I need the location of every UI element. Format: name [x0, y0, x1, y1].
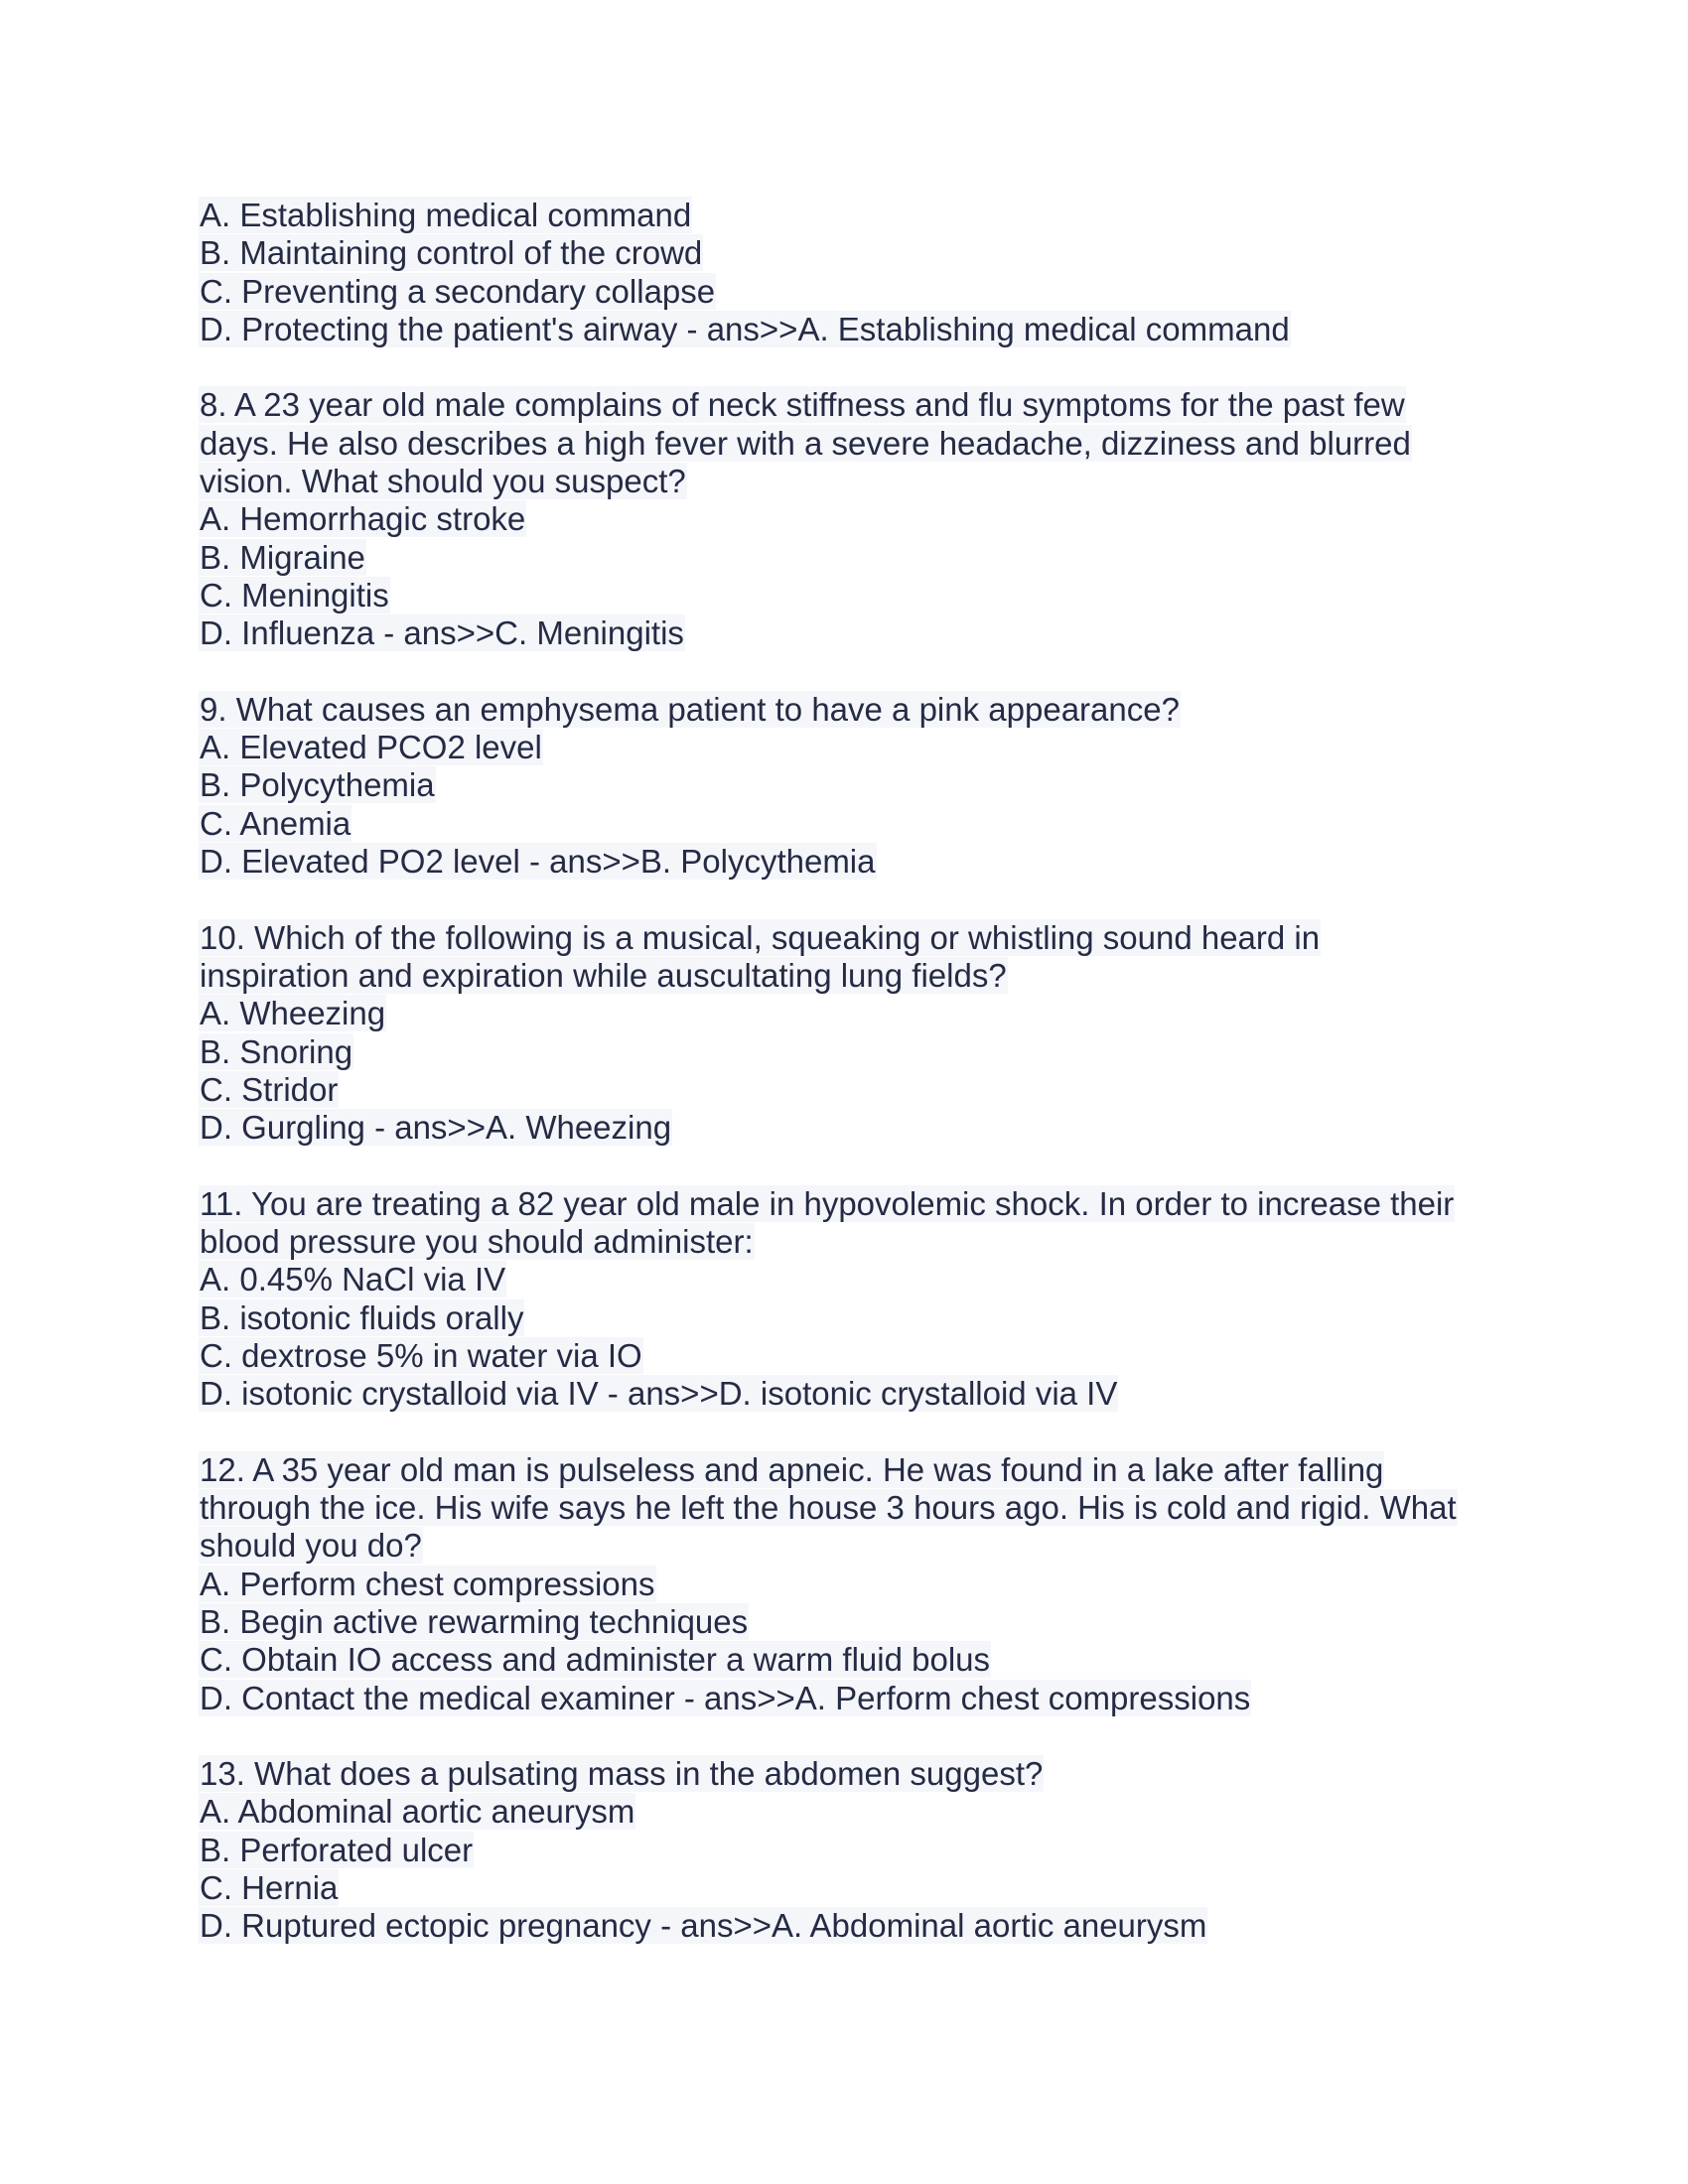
option-c: C. Hernia: [200, 1869, 339, 1907]
question-block-12: [199, 1451, 1529, 1717]
option-b: B. Begin active rewarming techniques: [200, 1602, 749, 1640]
question-text: 10. Which of the following is a musical, squeaking or whistling sound heard in: [200, 918, 1321, 956]
option-b: B. Snoring: [200, 1032, 353, 1070]
option-a: A. Perform chest compressions: [200, 1565, 655, 1602]
option-b: B. Migraine: [200, 538, 365, 576]
question-block-9: [199, 691, 1529, 881]
question-block-10: [199, 919, 1529, 1148]
question-block-13: [199, 1755, 1529, 1945]
question-text: 8. A 23 year old male complains of neck stiffness and flu symptoms for the past few: [200, 386, 1405, 424]
option-d-answer: D. Contact the medical examiner - ans>>A. Perform chest compressions: [200, 1679, 1251, 1716]
question-text: vision. What should you suspect?: [200, 463, 686, 500]
question-text: blood pressure you should administer:: [200, 1223, 754, 1261]
option-c: C. Anemia: [200, 804, 352, 842]
option-a: A. Elevated PCO2 level: [200, 729, 542, 766]
document-page: [199, 197, 1529, 1983]
option-a: A. Hemorrhagic stroke: [200, 500, 526, 538]
option-d-answer: D. Gurgling - ans>>A. Wheezing: [200, 1109, 672, 1147]
question-block-11: [199, 1185, 1529, 1414]
question-text: should you do?: [200, 1527, 422, 1565]
option-b: B. Maintaining control of the crowd: [200, 234, 703, 272]
question-text: inspiration and expiration while auscultating lung fields?: [200, 956, 1007, 994]
question-text: 9. What causes an emphysema patient to have a pink appearance?: [200, 690, 1180, 728]
option-d-answer: D. Ruptured ectopic pregnancy - ans>>A. Abdominal aortic aneurysm: [200, 1907, 1207, 1945]
option-b: B. Polycythemia: [200, 766, 435, 804]
option-d-answer: D. Elevated PO2 level - ans>>B. Polycythemia: [200, 843, 876, 881]
question-text: through the ice. His wife says he left the house 3 hours ago. His is cold and rigid. What: [200, 1489, 1457, 1527]
question-text: days. He also describes a high fever with a severe headache, dizziness and blurred: [200, 424, 1411, 462]
option-b: B. Perforated ulcer: [200, 1831, 474, 1868]
option-b: B. isotonic fluids orally: [200, 1298, 524, 1336]
option-d-answer: D. Protecting the patient's airway - ans>>A. Establishing medical command: [200, 310, 1290, 347]
option-a: A. Abdominal aortic aneurysm: [200, 1793, 635, 1831]
question-text: 11. You are treating a 82 year old male in hypovolemic shock. In order to increase their: [200, 1184, 1455, 1222]
option-c: C. Obtain IO access and administer a warm fluid bolus: [200, 1641, 991, 1679]
option-a: A. Wheezing: [200, 995, 386, 1032]
question-block-8: [199, 386, 1529, 652]
question-block-7: [199, 197, 1529, 348]
option-c: C. Meningitis: [200, 576, 389, 614]
question-text: 12. A 35 year old man is pulseless and apneic. He was found in a lake after falling: [200, 1450, 1384, 1488]
option-a: A. Establishing medical command: [200, 197, 692, 233]
option-d-answer: D. Influenza - ans>>C. Meningitis: [200, 614, 684, 652]
option-a: A. 0.45% NaCl via IV: [200, 1261, 506, 1298]
option-c: C. Stridor: [200, 1070, 339, 1108]
option-d-answer: D. isotonic crystalloid via IV - ans>>D. isotonic crystalloid via IV: [200, 1375, 1118, 1413]
question-text: 13. What does a pulsating mass in the abdomen suggest?: [200, 1755, 1044, 1793]
option-c: C. dextrose 5% in water via IO: [200, 1336, 642, 1374]
option-c: C. Preventing a secondary collapse: [200, 272, 716, 310]
